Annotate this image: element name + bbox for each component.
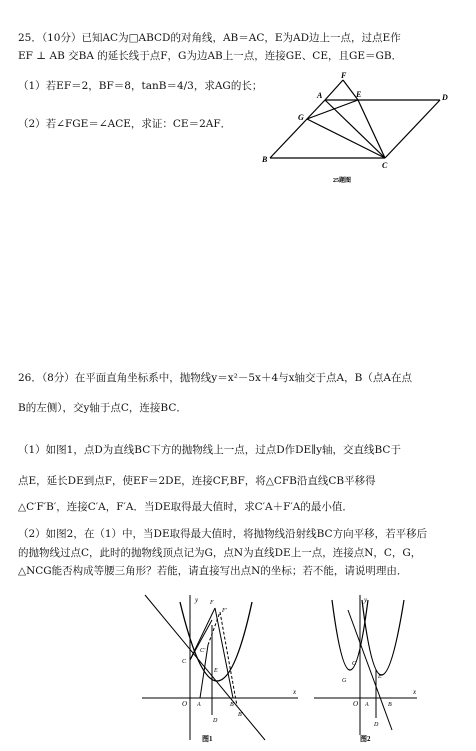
q25-line2: EF ⊥ AB 交BA 的延长线于点F，G为边AB上一点，连接GE、CE，且GE＝GB． — [18, 50, 403, 62]
segment-ce — [190, 620, 212, 660]
label-a: A — [317, 91, 323, 100]
fig2-label-b: B — [388, 702, 392, 708]
fig1-label-y: y — [195, 596, 199, 604]
fig1-label-b1: B′ — [238, 712, 243, 718]
q26-figure-1 — [140, 590, 305, 746]
q26-line1: 26．（8分）在平面直角坐标系中，抛物线y＝x²－5x＋4与x轴交于点A，B（点A在点 — [18, 372, 412, 384]
segment-ab — [270, 100, 325, 158]
fig2-label-y: y — [364, 596, 368, 604]
line-bc — [348, 610, 392, 730]
q26-p2-line1: （2）如图2，在（1）中，当DE取得最大值时，将抛物线沿射线BC方向平移，若平移后 — [18, 528, 428, 540]
label-b: B — [262, 155, 268, 164]
fig2-label-g: G — [342, 678, 347, 684]
fig2-label-c: C — [352, 661, 357, 667]
fig1-label-d: D — [213, 718, 218, 724]
fig1-label-a: A — [197, 702, 201, 708]
q25-part1: （1）若EF＝2，BF＝8，tanB＝4/3，求AG的长； — [18, 80, 263, 92]
q26-p1-line2: 点E，延长DE到点F，使EF＝2DE，连接CF,BF，将△CFB沿直线CB平移得 — [18, 475, 376, 487]
label-c: C — [382, 161, 388, 170]
label-e: E — [356, 90, 362, 99]
fig1-label-x: x — [293, 688, 297, 696]
fig1-label-b: B — [230, 702, 234, 708]
fig2-label-d: D — [374, 722, 379, 728]
fig1-label-f: F — [210, 600, 214, 606]
q26-line2: B的左侧），交y轴于点C，连接BC． — [18, 402, 187, 414]
q25-figure — [255, 70, 455, 188]
label-d: D — [442, 93, 448, 102]
segment-f1b1 — [220, 612, 237, 706]
fig1-label-e: E — [214, 668, 218, 674]
q26-p2-line2: 的抛物线过点C，此时的抛物线顶点记为G，点N为直线DE上一点，连接点N，C，G， — [18, 547, 422, 559]
segment-c1f1 — [208, 612, 220, 645]
segment-gc — [307, 119, 385, 158]
q26-p1-line3: △C′F′B′，连接C′A，F′A．当DE取得最大值时，求C′A＋F′A的最小值． — [18, 501, 353, 513]
fig2-label-x: x — [413, 688, 417, 696]
segment-fb — [215, 608, 233, 698]
fig1-label-c: C — [182, 659, 187, 665]
fig2-caption: 图2 — [360, 735, 371, 743]
fig1-label-o: O — [182, 700, 188, 708]
q25-part2: （2）若∠FGE＝∠ACE，求证：CE＝2AF． — [18, 118, 232, 130]
q25-line1: 25．（10分）已知AC为□ABCD的对角线，AB＝AC，E为AD边上一点，过点E作 — [18, 32, 401, 44]
segment-ce — [358, 100, 385, 158]
segment-af — [325, 80, 343, 100]
q26-p2-line3: △NCG能否构成等腰三角形？若能，请直接写出点N的坐标；若不能，请说明理由． — [18, 565, 408, 577]
fig2-label-a: A — [365, 702, 369, 708]
segment-ge — [307, 100, 358, 119]
q26-p1-line1: （1）如图1，点D为直线BC下方的抛物线上一点，过点D作DE∥y轴，交直线BC于 — [18, 444, 401, 456]
fig1-label-f1: F′ — [222, 608, 227, 614]
q25-figure-caption: 25题图 — [333, 178, 352, 184]
fig2-label-o: O — [353, 700, 359, 708]
label-g: G — [298, 113, 304, 122]
translated-parabola — [332, 600, 368, 670]
segment-cd — [385, 100, 440, 158]
fig2-label-e: E — [378, 674, 382, 680]
fig1-caption: 图1 — [202, 735, 213, 743]
fig1-label-c1: C′ — [200, 648, 206, 654]
parabola — [362, 600, 404, 675]
label-f: F — [341, 71, 347, 80]
q26-figure-2 — [312, 590, 422, 746]
